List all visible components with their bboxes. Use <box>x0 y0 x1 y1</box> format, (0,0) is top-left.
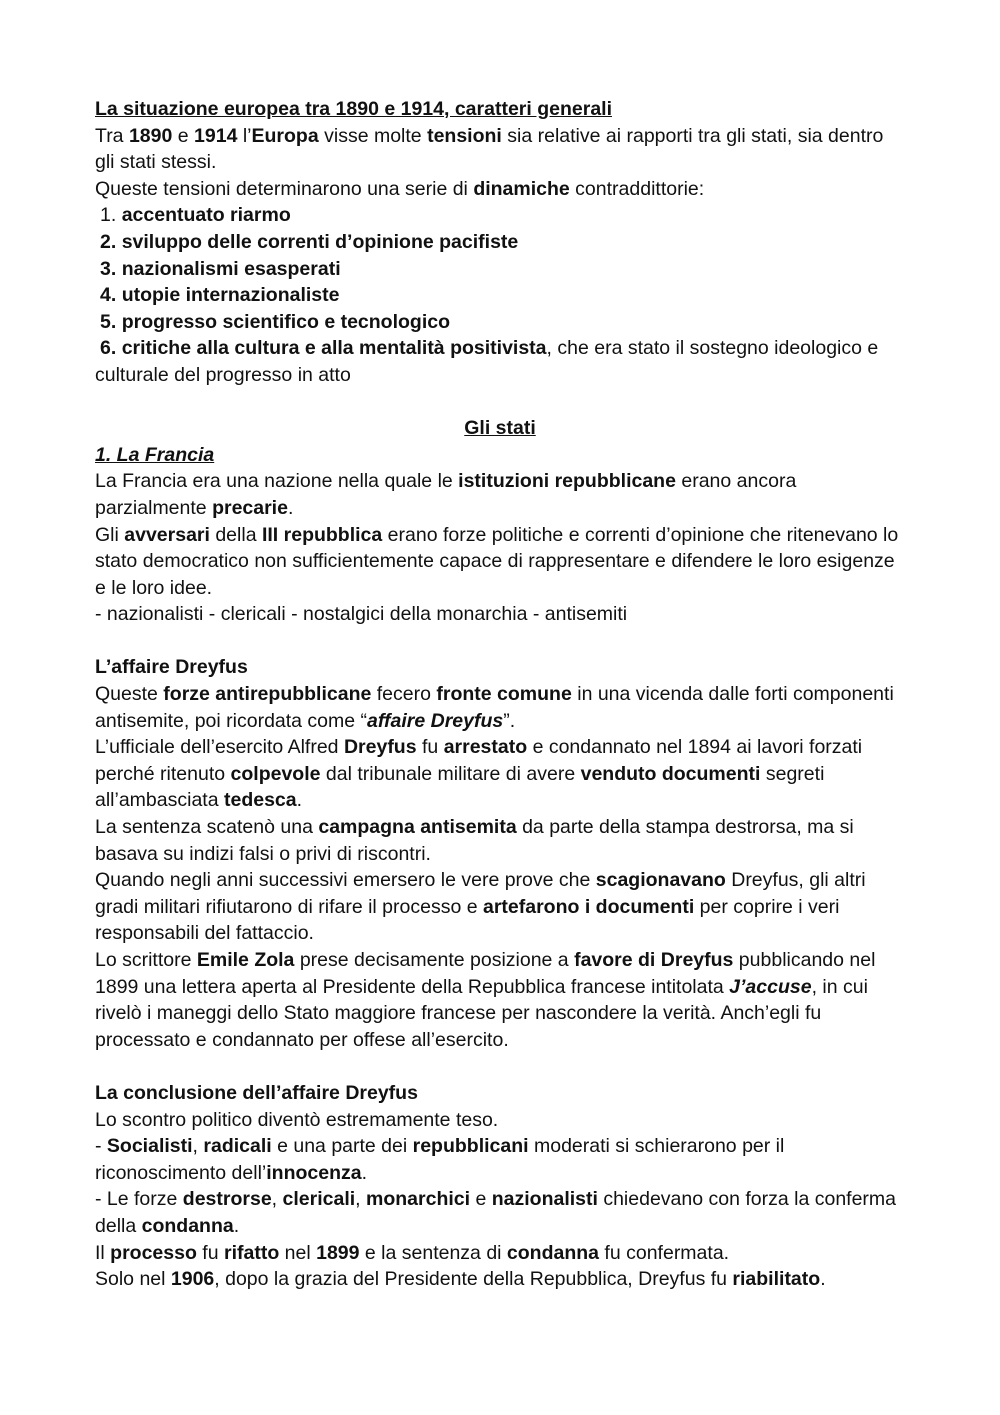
list-item <box>95 202 905 229</box>
paragraph <box>95 681 905 734</box>
text-run: Il <box>95 1241 111 1264</box>
list-text: utopie internazionaliste <box>121 284 340 307</box>
bold-run: tensioni <box>427 124 502 147</box>
bold-run: colpevole <box>230 762 321 785</box>
paragraph: Lo scontro politico diventò estremamente teso. <box>95 1108 499 1131</box>
text-run: Queste tensioni determinarono una serie di <box>95 177 474 200</box>
list-text-rest: , che era stato il sostegno ideologico e culturale del progresso in atto <box>95 337 879 386</box>
text-run: prese decisamente posizione a <box>294 949 575 971</box>
bold-run: destrorse <box>182 1188 272 1211</box>
text-run: Tra <box>95 124 129 147</box>
subsection-title: 1. La Francia <box>95 443 215 466</box>
bold-run: istituzioni repubblicane <box>458 470 676 493</box>
text-run: ”. <box>503 709 516 732</box>
list-text: nazionalismi esasperati <box>121 257 341 280</box>
text-run: Gli <box>95 523 125 546</box>
bold-run: repubblicani <box>412 1135 529 1158</box>
list-item <box>95 309 905 336</box>
text-run: e <box>172 124 195 147</box>
bold-run: Emile Zola <box>196 949 295 971</box>
bold-italic-run: affaire Dreyfus <box>367 709 504 732</box>
list-item <box>95 256 905 283</box>
text-run: e la sentenza di <box>359 1241 507 1264</box>
text-run: erano ancora parzialmente <box>95 470 797 519</box>
document-page <box>95 96 905 1293</box>
paragraph <box>95 176 905 203</box>
text-run: , <box>192 1135 204 1158</box>
text-run: Dreyfus, gli altri gradi militari rifiutarono di rifare il processo e <box>95 869 866 918</box>
bold-run: clericali <box>282 1188 356 1211</box>
text-run: . <box>296 789 303 812</box>
text-run: pubblicando nel 1899 una lettera aperta al Presidente della Repubblica francese intitolata <box>95 949 876 998</box>
text-run: della <box>209 523 262 546</box>
bold-run: III repubblica <box>261 523 383 546</box>
bold-run: 1890 <box>128 124 173 147</box>
section-heading: La conclusione dell’affaire Dreyfus <box>95 1081 418 1104</box>
bold-run: nazionalisti <box>491 1188 598 1211</box>
bold-run: 1906 <box>170 1268 215 1291</box>
bold-run: tedesca <box>223 789 297 812</box>
bold-run: artefarono i documenti <box>482 895 695 918</box>
text-run: , dopo la grazia del Presidente della Repubblica, Dreyfus fu <box>214 1268 733 1291</box>
text-run: moderati si schierarono per il riconoscimento dell’ <box>95 1135 785 1184</box>
bold-run: Socialisti <box>106 1135 193 1158</box>
text-run: erano forze politiche e correnti d’opinione che ritenevano lo stato democratico non sufficientemente capace di rappresentare e difendere le loro esigenze e le loro idee. <box>95 523 899 599</box>
text-run: Lo scrittore <box>95 949 197 971</box>
bold-run: venduto documenti <box>580 762 761 785</box>
bold-run: Europa <box>251 124 319 147</box>
text-run: segreti all’ambasciata <box>95 762 825 812</box>
paragraph <box>95 1133 905 1186</box>
bold-run: radicali <box>203 1135 272 1158</box>
text-run: , <box>271 1188 283 1211</box>
bold-run: 1899 <box>316 1241 360 1264</box>
paragraph <box>95 1240 905 1267</box>
text-run: fu confermata. <box>599 1241 730 1264</box>
paragraph <box>95 1266 905 1293</box>
list-number: 3. <box>100 257 122 280</box>
bold-run: monarchici <box>366 1188 471 1211</box>
text-run: Solo nel <box>95 1268 171 1291</box>
list-item <box>95 282 905 309</box>
text-run: chiedevano con forza la conferma della <box>95 1188 897 1237</box>
text-run: Quando negli anni successivi emersero le vere prove che <box>95 869 596 892</box>
bold-run: 1914 <box>194 124 238 147</box>
paragraph <box>95 867 905 947</box>
bold-run: scagionavano <box>595 869 726 892</box>
text-run: . <box>820 1268 826 1291</box>
text-run: , in cui rivelò i maneggi dello Stato maggiore francese per nascondere la verità. Anch’egli fu processato e condannato per offese all’esercito. <box>95 975 868 1051</box>
list-number: 2. <box>100 230 122 253</box>
list-item <box>95 335 905 388</box>
text-run: , <box>355 1188 366 1211</box>
list-text: accentuato riarmo <box>121 204 291 227</box>
list-number: 1. <box>100 204 122 227</box>
text-run: e <box>470 1188 492 1211</box>
text-run: fecero <box>371 683 437 706</box>
text-run: . <box>233 1214 240 1237</box>
text-run: La sentenza scatenò una <box>95 816 319 839</box>
paragraph <box>95 522 905 602</box>
text-run: dal tribunale militare di avere <box>320 762 581 785</box>
bold-run: fronte comune <box>436 683 572 706</box>
bold-run: innocenza <box>266 1161 362 1184</box>
list-item <box>95 229 905 256</box>
text-run: La Francia era una nazione nella quale le <box>95 470 459 493</box>
paragraph <box>95 734 905 814</box>
list-number: 4. <box>100 284 122 307</box>
text-run: l’ <box>237 124 252 147</box>
paragraph <box>95 814 905 867</box>
paragraph: - nazionalisti - clericali - nostalgici della monarchia - antisemiti <box>95 603 628 626</box>
text-run: nel <box>279 1241 317 1264</box>
text-run: visse molte <box>318 124 428 147</box>
paragraph <box>95 468 905 521</box>
paragraph <box>95 123 905 176</box>
list-text: sviluppo delle correnti d’opinione pacifiste <box>121 230 519 253</box>
list-number: 6. <box>100 337 122 360</box>
paragraph <box>95 947 905 1053</box>
text-run: . <box>287 496 294 519</box>
text-run: Queste <box>95 683 164 706</box>
bold-run: campagna antisemita <box>318 816 517 839</box>
text-run: fu <box>196 1241 224 1264</box>
text-run: sia relative ai rapporti tra gli stati, sia dentro gli stati stessi. <box>95 124 884 174</box>
bold-run: condanna <box>141 1214 234 1237</box>
bold-run: rifatto <box>223 1241 280 1264</box>
bold-run: Dreyfus <box>343 736 417 759</box>
text-run: in una vicenda dalle forti componenti antisemite, poi ricordata come “ <box>95 683 894 732</box>
bold-run: riabilitato <box>732 1268 821 1291</box>
list-text: critiche alla cultura e alla mentalità positivista <box>121 337 547 360</box>
list-number: 5. <box>100 310 122 333</box>
text-run: fu <box>416 736 444 759</box>
bold-run: arrestato <box>443 736 528 759</box>
text-run: e una parte dei <box>271 1135 413 1158</box>
text-run: - <box>95 1135 107 1158</box>
text-run: per coprire i veri responsabili del fattaccio. <box>95 895 840 945</box>
text-run: . <box>361 1161 368 1184</box>
text-run: e condannato nel 1894 ai lavori forzati perché ritenuto <box>95 736 863 785</box>
bold-run: precarie <box>212 496 288 519</box>
bold-run: avversari <box>124 523 210 546</box>
text-run: da parte della stampa destrorsa, ma si basava su indizi falsi o privi di riscontri. <box>95 816 854 865</box>
bold-run: dinamiche <box>473 177 570 200</box>
text-run: - Le forze <box>95 1188 183 1211</box>
section-heading: L’affaire Dreyfus <box>95 656 248 679</box>
section-title: La situazione europea tra 1890 e 1914, caratteri generali <box>95 98 612 120</box>
bold-run: favore di Dreyfus <box>574 949 734 971</box>
section-title: Gli stati <box>464 417 536 440</box>
text-run: contraddittorie: <box>569 177 705 200</box>
paragraph <box>95 1186 905 1239</box>
bold-run: processo <box>110 1241 197 1264</box>
bold-run: forze antirepubblicane <box>163 683 372 706</box>
bold-italic-run: J’accuse <box>729 975 812 998</box>
numbered-list <box>95 202 905 388</box>
list-text: progresso scientifico e tecnologico <box>121 310 451 333</box>
text-run: L’ufficiale dell’esercito Alfred <box>95 736 344 759</box>
bold-run: condanna <box>506 1241 600 1264</box>
